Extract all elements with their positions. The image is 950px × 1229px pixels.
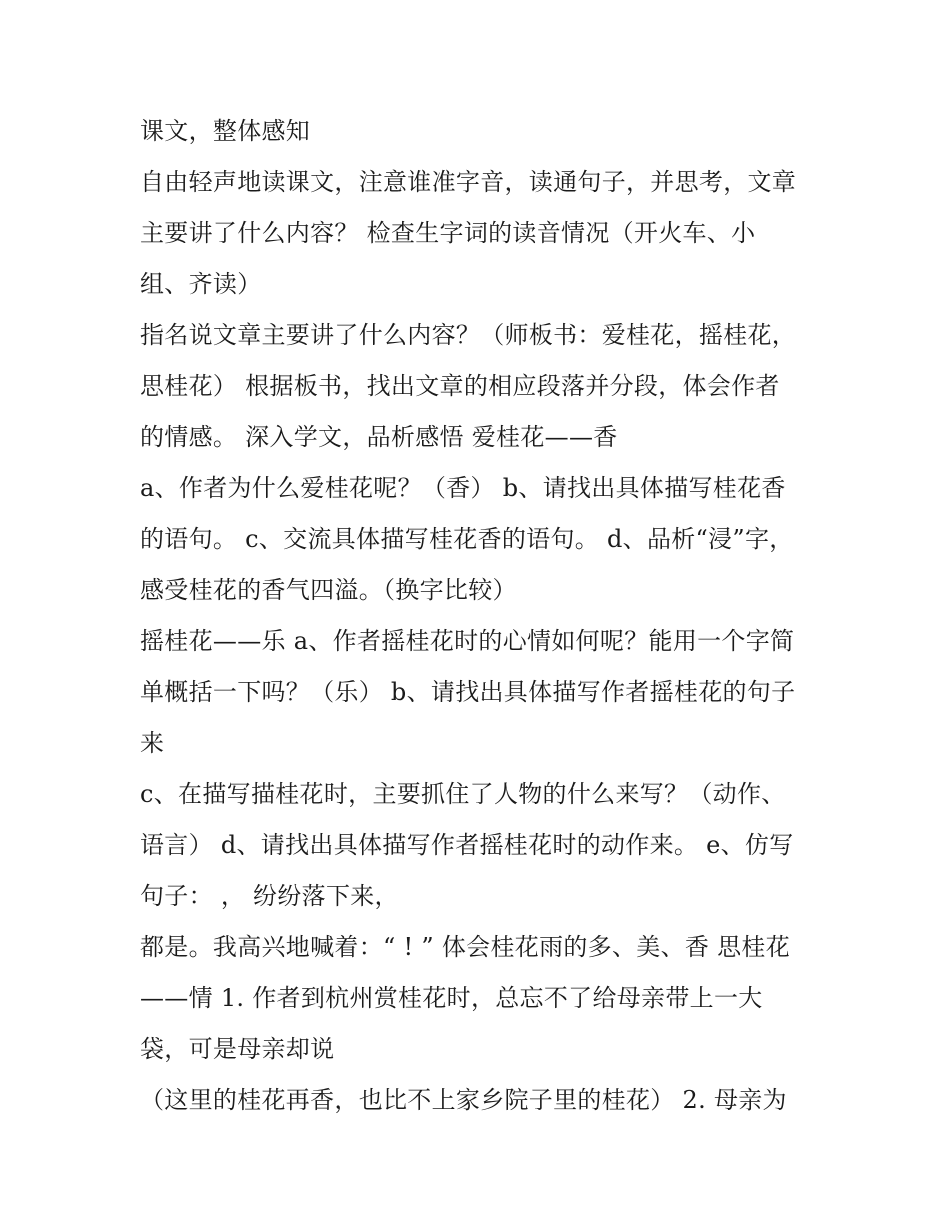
- text-line: 摇桂花——乐 a、作者摇桂花时的心情如何呢？能用一个字简: [140, 627, 795, 655]
- text-line: c、在描写描桂花时，主要抓住了人物的什么来写？（动作、: [140, 780, 786, 808]
- text-line: （这里的桂花再香，也比不上家乡院子里的桂花） 2. 母亲为: [140, 1086, 787, 1114]
- text-line: 的语句。 c、交流具体描写桂花香的语句。 d、品析“浸”字，: [140, 525, 794, 553]
- text-line: a、作者为什么爱桂花呢？（香） b、请找出具体描写桂花香: [140, 474, 786, 502]
- text-line: 单概括一下吗？（乐） b、请找出具体描写作者摇桂花的句子: [140, 678, 796, 706]
- text-line: ——情 1. 作者到杭州赏桂花时，总忘不了给母亲带上一大: [140, 984, 763, 1012]
- text-line: 主要讲了什么内容？ 检查生字词的读音情况（开火车、小: [140, 219, 756, 247]
- text-line: 感受桂花的香气四溢。（换字比较）: [140, 576, 517, 604]
- text-line: 语言） d、请找出具体描写作者摇桂花时的动作来。 e、仿写: [140, 831, 794, 859]
- text-line: 袋，可是母亲却说: [140, 1035, 335, 1063]
- text-line: 组、齐读）: [140, 270, 262, 298]
- text-line: 课文，整体感知: [140, 117, 311, 145]
- text-line: 都是。我高兴地喊着：“ ! ” 体会桂花雨的多、美、香 思桂花: [140, 933, 790, 961]
- text-line: 来: [140, 729, 165, 757]
- document-body: [140, 106, 840, 1126]
- text-line: 句子： ， 纷纷落下来，: [140, 882, 399, 910]
- text-line: 指名说文章主要讲了什么内容？（师板书：爱桂花，摇桂花，: [140, 321, 797, 349]
- text-line: 自由轻声地读课文，注意谁准字音，读通句子，并思考，文章: [140, 168, 797, 196]
- text-line: 思桂花） 根据板书，找出文章的相应段落并分段，体会作者: [140, 372, 780, 400]
- text-line: 的情感。 深入学文，品析感悟 爱桂花——香: [140, 423, 618, 451]
